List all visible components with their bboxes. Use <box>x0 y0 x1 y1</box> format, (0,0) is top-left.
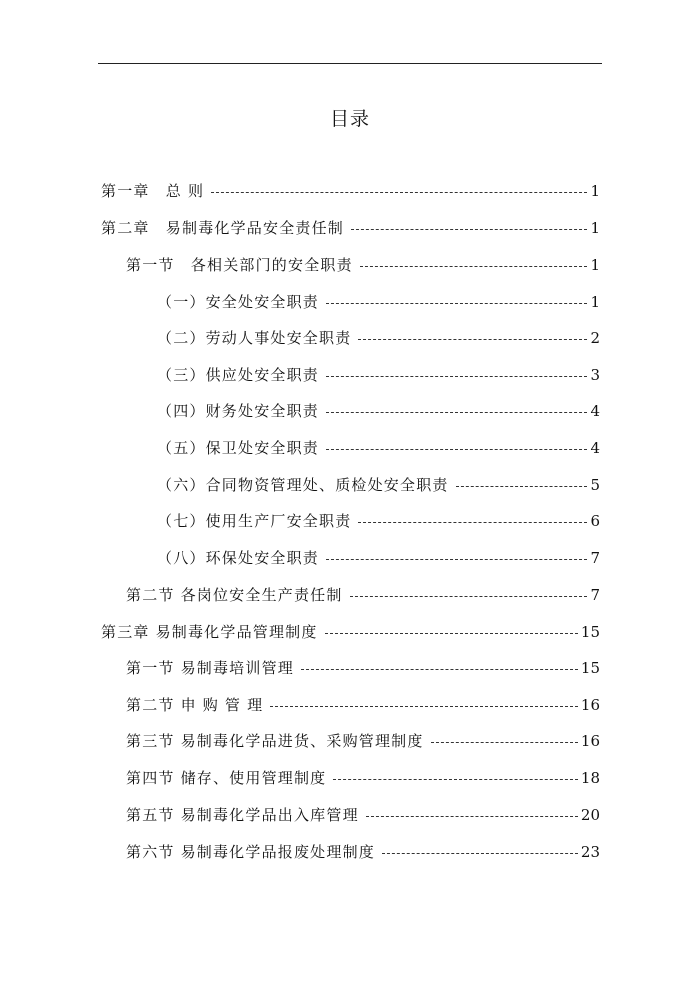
toc-entry-item-6[interactable] <box>157 473 600 497</box>
toc-page-number: 7 <box>590 549 600 567</box>
toc-dot-leader <box>382 853 578 854</box>
toc-entry-item-7[interactable] <box>157 509 600 533</box>
toc-dot-leader <box>350 596 588 597</box>
toc-entry-text: 第三节 易制毒化学品进货、采购管理制度 <box>126 732 424 750</box>
toc-dot-leader <box>333 779 578 780</box>
toc-page-number: 15 <box>580 623 600 641</box>
toc-page-number: 1 <box>590 293 600 311</box>
toc-page-number: 1 <box>590 256 600 274</box>
header-rule <box>98 63 602 64</box>
toc-dot-leader <box>360 266 588 267</box>
toc-entry-item-5[interactable] <box>157 436 600 460</box>
toc-entry-text: 第六节 易制毒化学品报废处理制度 <box>126 843 375 861</box>
toc-entry-item-3[interactable] <box>157 363 600 387</box>
toc-entry-section-3-3[interactable] <box>126 729 600 753</box>
toc-title: 目录 <box>329 108 370 130</box>
toc-page-number: 7 <box>590 586 600 604</box>
toc-entry-text: 第五节 易制毒化学品出入库管理 <box>126 806 359 824</box>
toc-dot-leader <box>326 376 587 377</box>
toc-entry-item-8[interactable] <box>157 546 600 570</box>
toc-entry-text: （八）环保处安全职责 <box>157 549 320 567</box>
toc-page-number: 4 <box>590 439 600 457</box>
toc-page-number: 1 <box>590 219 600 237</box>
toc-page-number: 15 <box>580 659 600 677</box>
toc-entry-text: 第一节 各相关部门的安全职责 <box>126 256 353 274</box>
toc-entry-text: （一）安全处安全职责 <box>157 293 320 311</box>
toc-dot-leader <box>456 486 588 487</box>
toc-dot-leader <box>326 303 587 304</box>
toc-entry-item-2[interactable] <box>157 326 600 350</box>
toc-entry-section-3-6[interactable] <box>126 840 600 864</box>
toc-entry-text: 第三章 易制毒化学品管理制度 <box>101 623 318 641</box>
toc-page-number: 16 <box>580 732 600 750</box>
toc-entry-section-3-2[interactable] <box>126 693 600 717</box>
toc-page-number: 3 <box>590 366 600 384</box>
toc-page-number: 4 <box>590 402 600 420</box>
toc-entry-item-1[interactable] <box>157 290 600 314</box>
toc-entry-item-4[interactable] <box>157 399 600 423</box>
toc-entry-section-3-1[interactable] <box>126 656 600 680</box>
toc-entry-text: （五）保卫处安全职责 <box>157 439 320 457</box>
toc-entry-section-2-1[interactable] <box>126 253 600 277</box>
toc-dot-leader <box>326 449 587 450</box>
toc-page-number: 2 <box>590 329 600 347</box>
toc-dot-leader <box>325 633 578 634</box>
toc-entry-text: （二）劳动人事处安全职责 <box>157 329 352 347</box>
toc-entry-chapter-1[interactable] <box>101 179 600 203</box>
toc-page-number: 16 <box>580 696 600 714</box>
toc-dot-leader <box>431 742 578 743</box>
toc-entry-section-2-2[interactable] <box>126 583 600 607</box>
toc-entry-text: （六）合同物资管理处、质检处安全职责 <box>157 476 449 494</box>
toc-page-number: 18 <box>580 769 600 787</box>
toc-dot-leader <box>270 706 578 707</box>
toc-entry-text: （七）使用生产厂安全职责 <box>157 512 352 530</box>
toc-dot-leader <box>326 559 587 560</box>
toc-entry-text: 第二章 易制毒化学品安全责任制 <box>101 219 345 237</box>
toc-dot-leader <box>366 816 578 817</box>
toc-dot-leader <box>358 522 587 523</box>
toc-dot-leader <box>301 669 578 670</box>
toc-page-number: 5 <box>590 476 600 494</box>
toc-dot-leader <box>358 339 587 340</box>
toc-entry-chapter-3[interactable] <box>101 620 600 644</box>
toc-entry-text: 第二节 申 购 管 理 <box>126 696 264 714</box>
toc-page-number: 23 <box>580 843 600 861</box>
toc-page-number: 1 <box>590 182 600 200</box>
toc-entry-text: 第四节 储存、使用管理制度 <box>126 769 327 787</box>
toc-dot-leader <box>351 229 587 230</box>
toc-entry-section-3-5[interactable] <box>126 803 600 827</box>
toc-page-number: 20 <box>580 806 600 824</box>
toc-page-number: 6 <box>590 512 600 530</box>
toc-entry-text: 第一章 总 则 <box>101 182 205 200</box>
toc-dot-leader <box>326 412 587 413</box>
toc-dot-leader <box>211 192 587 193</box>
toc-entry-text: 第二节 各岗位安全生产责任制 <box>126 586 343 604</box>
toc-entry-section-3-4[interactable] <box>126 766 600 790</box>
toc-entry-chapter-2[interactable] <box>101 216 600 240</box>
toc-entry-text: （三）供应处安全职责 <box>157 366 320 384</box>
toc-entry-text: 第一节 易制毒培训管理 <box>126 659 294 677</box>
toc-entry-text: （四）财务处安全职责 <box>157 402 320 420</box>
